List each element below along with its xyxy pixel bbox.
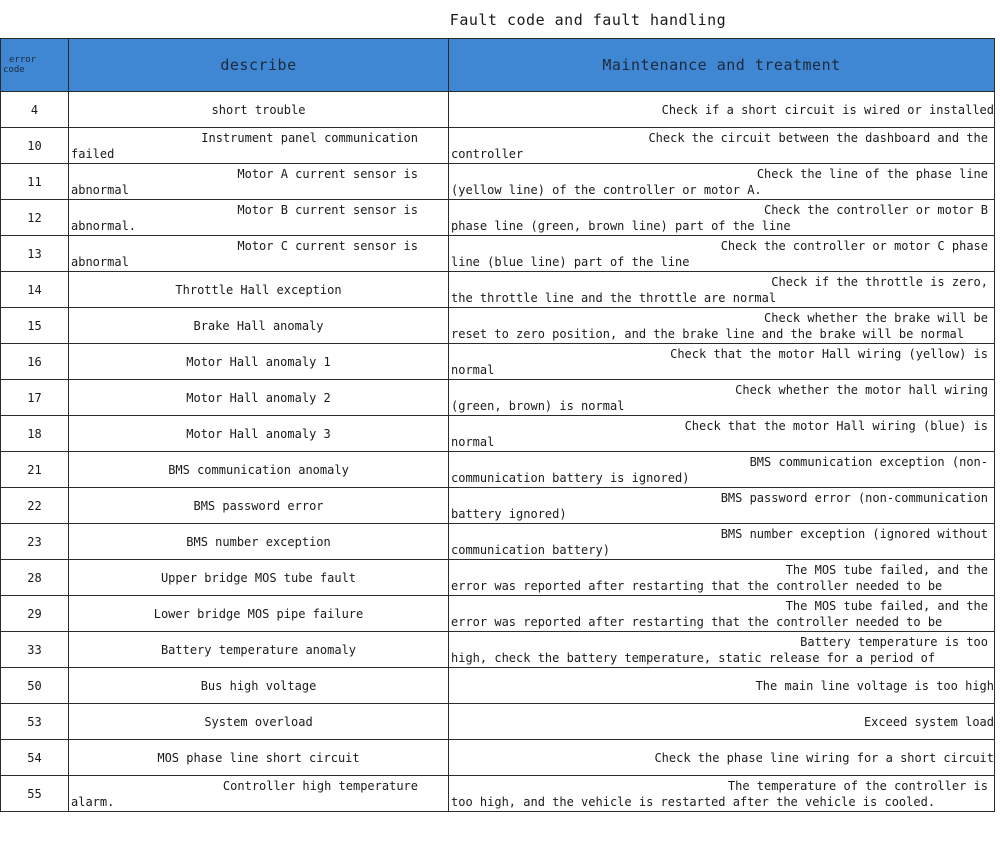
describe-line-2: alarm. bbox=[71, 794, 115, 809]
header-maintenance: Maintenance and treatment bbox=[449, 39, 995, 92]
maintenance-cell bbox=[449, 344, 995, 380]
describe-line-2: abnormal bbox=[71, 182, 129, 197]
describe-cell: Motor Hall anomaly 1 bbox=[69, 344, 449, 380]
describe-cell: Motor Hall anomaly 3 bbox=[69, 416, 449, 452]
maintenance-line-1: Check the controller or motor C phase bbox=[720, 238, 988, 253]
maintenance-cell bbox=[449, 560, 995, 596]
table-row bbox=[1, 668, 995, 704]
maintenance-cell bbox=[449, 632, 995, 668]
maintenance-line-1: Check whether the brake will be bbox=[764, 310, 988, 325]
maintenance-line-1: Check that the motor Hall wiring (blue) is bbox=[684, 418, 988, 433]
maintenance-cell: The main line voltage is too high bbox=[449, 668, 995, 704]
describe-line-1: Motor B current sensor is bbox=[237, 202, 418, 217]
fault-code-table bbox=[0, 38, 995, 812]
describe-cell: Battery temperature anomaly bbox=[69, 632, 449, 668]
table-row bbox=[1, 740, 995, 776]
error-code-cell: 17 bbox=[1, 380, 69, 416]
maintenance-cell bbox=[449, 488, 995, 524]
header-code-line2: code bbox=[3, 65, 25, 75]
maintenance-cell bbox=[449, 452, 995, 488]
maintenance-cell: Exceed system load bbox=[449, 704, 995, 740]
error-code-cell: 23 bbox=[1, 524, 69, 560]
table-row bbox=[1, 344, 995, 380]
table-row bbox=[1, 272, 995, 308]
describe-cell: Upper bridge MOS tube fault bbox=[69, 560, 449, 596]
describe-line-2: abnormal bbox=[71, 254, 129, 269]
maintenance-line-2: normal bbox=[451, 362, 495, 377]
maintenance-line-2: battery ignored) bbox=[451, 506, 567, 521]
maintenance-cell: Check the phase line wiring for a short circuit bbox=[449, 740, 995, 776]
table-row bbox=[1, 380, 995, 416]
error-code-cell: 33 bbox=[1, 632, 69, 668]
error-code-cell: 22 bbox=[1, 488, 69, 524]
table-row bbox=[1, 596, 995, 632]
describe-line-2: abnormal. bbox=[71, 218, 137, 233]
maintenance-line-2: too high, and the vehicle is restarted after the vehicle is cooled. bbox=[451, 794, 936, 809]
table-row bbox=[1, 524, 995, 560]
table-row bbox=[1, 704, 995, 740]
maintenance-line-1: The MOS tube failed, and the bbox=[785, 598, 988, 613]
describe-line-1: Controller high temperature bbox=[222, 778, 418, 793]
maintenance-line-2: (yellow line) of the controller or motor A. bbox=[451, 182, 762, 197]
maintenance-line-1: BMS password error (non-communication bbox=[720, 490, 988, 505]
error-code-cell: 29 bbox=[1, 596, 69, 632]
maintenance-line-2: reset to zero position, and the brake line and the brake will be normal bbox=[451, 326, 964, 341]
describe-cell bbox=[69, 128, 449, 164]
maintenance-line-2: controller bbox=[451, 146, 524, 161]
error-code-cell: 4 bbox=[1, 92, 69, 128]
describe-cell: BMS communication anomaly bbox=[69, 452, 449, 488]
maintenance-line-2: communication battery) bbox=[451, 542, 610, 557]
describe-cell bbox=[69, 236, 449, 272]
header-describe: describe bbox=[69, 39, 449, 92]
error-code-cell: 14 bbox=[1, 272, 69, 308]
maintenance-cell bbox=[449, 128, 995, 164]
maintenance-cell bbox=[449, 164, 995, 200]
page-title: Fault code and fault handling bbox=[449, 11, 727, 29]
maintenance-cell bbox=[449, 308, 995, 344]
maintenance-line-1: BMS number exception (ignored without bbox=[720, 526, 988, 541]
maintenance-cell bbox=[449, 200, 995, 236]
table-row bbox=[1, 236, 995, 272]
table-row bbox=[1, 632, 995, 668]
maintenance-cell bbox=[449, 272, 995, 308]
table-row bbox=[1, 488, 995, 524]
describe-cell: Motor Hall anomaly 2 bbox=[69, 380, 449, 416]
maintenance-cell bbox=[449, 416, 995, 452]
error-code-cell: 28 bbox=[1, 560, 69, 596]
maintenance-line-1: BMS communication exception (non- bbox=[749, 454, 988, 469]
error-code-cell: 16 bbox=[1, 344, 69, 380]
maintenance-line-2: error was reported after restarting that the controller needed to be bbox=[451, 614, 943, 629]
maintenance-line-1: Check whether the motor hall wiring bbox=[735, 382, 988, 397]
error-code-cell: 54 bbox=[1, 740, 69, 776]
maintenance-line-1: Check if the throttle is zero, bbox=[771, 274, 988, 289]
describe-cell: System overload bbox=[69, 704, 449, 740]
error-code-cell: 12 bbox=[1, 200, 69, 236]
error-code-cell: 55 bbox=[1, 776, 69, 812]
maintenance-line-2: error was reported after restarting that the controller needed to be bbox=[451, 578, 943, 593]
describe-line-1: Instrument panel communication bbox=[201, 130, 418, 145]
error-code-cell: 13 bbox=[1, 236, 69, 272]
describe-cell: BMS password error bbox=[69, 488, 449, 524]
maintenance-cell bbox=[449, 776, 995, 812]
describe-cell: Bus high voltage bbox=[69, 668, 449, 704]
maintenance-line-1: Check the controller or motor B bbox=[764, 202, 988, 217]
maintenance-line-1: The MOS tube failed, and the bbox=[785, 562, 988, 577]
maintenance-cell: Check if a short circuit is wired or installed bbox=[449, 92, 995, 128]
table-row bbox=[1, 452, 995, 488]
describe-cell: BMS number exception bbox=[69, 524, 449, 560]
maintenance-cell bbox=[449, 596, 995, 632]
describe-line-2: failed bbox=[71, 146, 115, 161]
maintenance-cell bbox=[449, 236, 995, 272]
table-row bbox=[1, 164, 995, 200]
maintenance-line-1: Check the line of the phase line bbox=[756, 166, 988, 181]
maintenance-line-2: high, check the battery temperature, static release for a period of bbox=[451, 650, 936, 665]
maintenance-line-2: the throttle line and the throttle are normal bbox=[451, 290, 777, 305]
error-code-cell: 21 bbox=[1, 452, 69, 488]
table-row bbox=[1, 776, 995, 812]
error-code-cell: 53 bbox=[1, 704, 69, 740]
maintenance-line-1: Battery temperature is too bbox=[800, 634, 988, 649]
maintenance-line-1: The temperature of the controller is bbox=[727, 778, 988, 793]
table-row bbox=[1, 560, 995, 596]
error-code-cell: 15 bbox=[1, 308, 69, 344]
maintenance-cell bbox=[449, 380, 995, 416]
table-row bbox=[1, 200, 995, 236]
error-code-cell: 10 bbox=[1, 128, 69, 164]
describe-cell: short trouble bbox=[69, 92, 449, 128]
error-code-cell: 50 bbox=[1, 668, 69, 704]
maintenance-line-2: phase line (green, brown line) part of the line bbox=[451, 218, 791, 233]
describe-cell bbox=[69, 200, 449, 236]
describe-cell bbox=[69, 776, 449, 812]
describe-cell: Brake Hall anomaly bbox=[69, 308, 449, 344]
describe-cell bbox=[69, 164, 449, 200]
table-row bbox=[1, 416, 995, 452]
describe-line-1: Motor A current sensor is bbox=[237, 166, 418, 181]
maintenance-line-2: (green, brown) is normal bbox=[451, 398, 625, 413]
maintenance-line-1: Check the circuit between the dashboard and the bbox=[648, 130, 988, 145]
table-row bbox=[1, 128, 995, 164]
maintenance-line-2: normal bbox=[451, 434, 495, 449]
describe-line-1: Motor C current sensor is bbox=[237, 238, 418, 253]
maintenance-line-2: line (blue line) part of the line bbox=[451, 254, 690, 269]
table-row bbox=[1, 92, 995, 128]
error-code-cell: 18 bbox=[1, 416, 69, 452]
header-code-line1: error bbox=[9, 55, 37, 65]
maintenance-line-2: communication battery is ignored) bbox=[451, 470, 690, 485]
describe-cell: Throttle Hall exception bbox=[69, 272, 449, 308]
error-code-cell: 11 bbox=[1, 164, 69, 200]
maintenance-line-1: Check that the motor Hall wiring (yellow) is bbox=[670, 346, 988, 361]
header-error-code bbox=[1, 39, 69, 92]
describe-cell: MOS phase line short circuit bbox=[69, 740, 449, 776]
maintenance-cell bbox=[449, 524, 995, 560]
describe-cell: Lower bridge MOS pipe failure bbox=[69, 596, 449, 632]
table-header-row bbox=[1, 39, 995, 92]
table-row bbox=[1, 308, 995, 344]
